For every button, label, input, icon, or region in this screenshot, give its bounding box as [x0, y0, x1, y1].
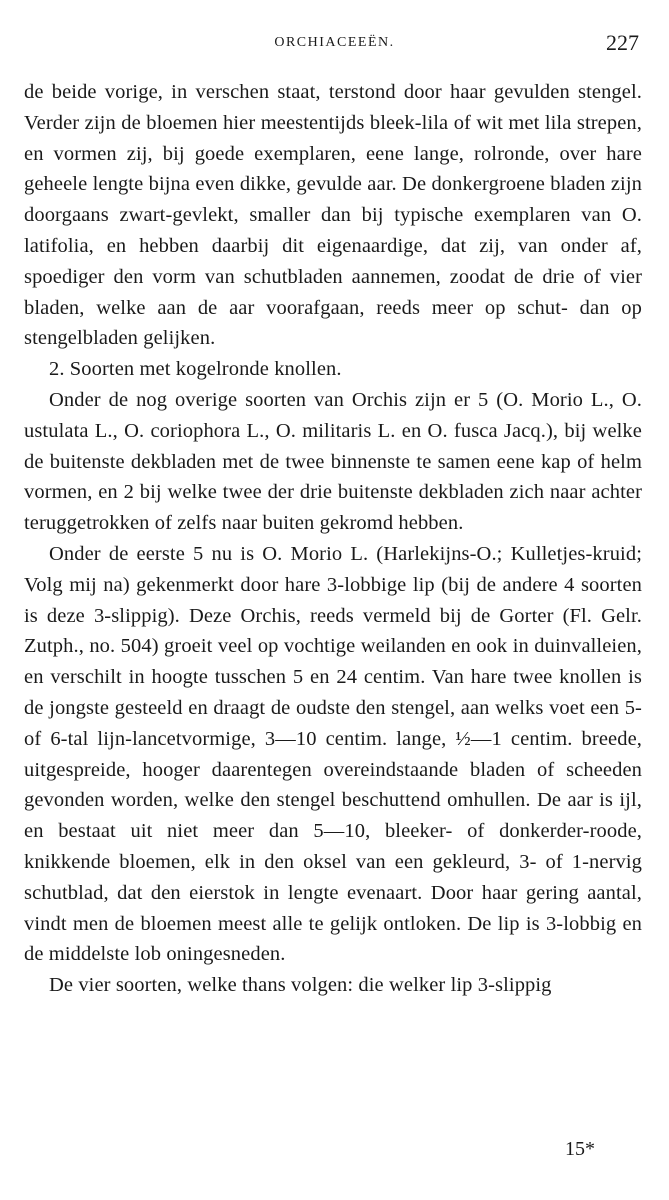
running-title: ORCHIACEEËN. [274, 35, 395, 50]
paragraph-vier-soorten: De vier soorten, welke thans volgen: die welker lip 3-slippig [49, 974, 552, 997]
section-heading: 2. Soorten met kogelronde knollen. [49, 358, 342, 381]
paragraph-overige-soorten: Onder de nog overige soorten van Orchis zijn er 5 (O. Morio L., O. ustulata L., O. coriophora L., O. militaris L. en O. fusca Jacq.), bij welke de buitenste dekbladen met de twee binnenste te samen eene kap of helm vormen, en 2 bij welke twee der drie buitenste dekbladen zich naar achter teruggetrokken of zelfs naar buiten gekromd hebben. [24, 388, 642, 535]
running-head [24, 30, 645, 54]
paragraph-continuation: de beide vorige, in verschen staat, terstond door haar gevulden stengel. Verder zijn de bloemen hier meestentijds bleek-lila of wit met lila strepen, en vormen zij, bij goede exemplaren, eene lange, rolronde, over hare geheele lengte bijna even dikke, gevulde aar. De donkergroene bladen zijn doorgaans zwart-gevlekt, smaller dan bij typische exemplaren van O. latifolia, en hebben daarbij dit eigenaardige, dat zij, van onder af, spoediger den vorm van schutbladen aannemen, zoodat de drie of vier bladen, welke aan de aar voorafgaan, reeds meer op schut- dan op stengelbladen gelijken. [24, 81, 642, 350]
page-number: 227 [606, 30, 639, 55]
signature-mark: 15* [565, 1138, 595, 1160]
paragraph-orchis-morio: Onder de eerste 5 nu is O. Morio L. (Harlekijns-O.; Kulletjes-kruid; Volg mij na) gekenmerkt door hare 3-lobbige lip (bij de andere 4 soorten is deze 3-slippig). Deze Orchis, reeds vermeld bij de Gorter (Fl. Gelr. Zutph., no. 504) groeit veel op vochtige weilanden en ook in duinvalleien, en verschilt in hoogte tusschen 5 en 24 centim. Van hare twee knollen is de jongste gesteeld en draagt de oudste den stengel, aan welks voet een 5- of 6-tal lijn-lancetvormige, 3—10 centim. lange, ½—1 centim. breede, uitgespreide, hooger daarentegen overeindstaande bladen of scheeden gevonden worden, welke den stengel beschuttend omhullen. De aar is ijl, en bestaat uit niet meer dan 5—10, bleeker- of donkerder-roode, knikkende bloemen, elk in den oksel van een gekleurd, 3- of 1-nervig schutblad, dat den eierstok in lengte evenaart. Door haar gering aantal, vindt men de bloemen meest alle te gelijk ontloken. De lip is 3-lobbig en de middelste lob oningesneden. [24, 542, 642, 966]
body-text [24, 77, 642, 1001]
